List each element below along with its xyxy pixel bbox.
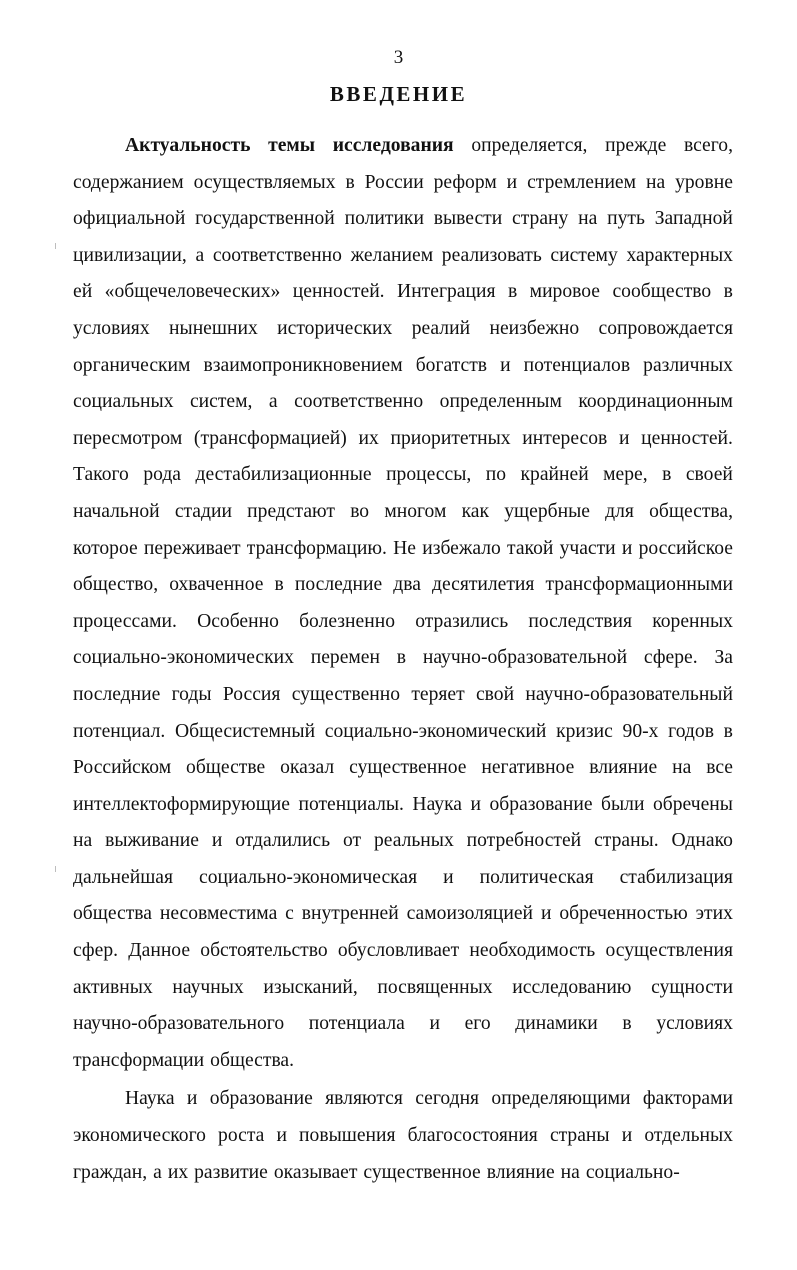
word: и [621, 1125, 633, 1147]
word: несовместима [159, 903, 278, 925]
text-line [73, 274, 733, 311]
word: влияние [486, 1161, 555, 1183]
word: от [342, 830, 362, 852]
word: обречены [652, 793, 733, 815]
word: потенциала [308, 1013, 405, 1035]
word: ущербные [504, 500, 590, 522]
word: характерных [626, 244, 733, 266]
word: посвященных [377, 976, 493, 998]
word: Общесистемный [175, 720, 316, 742]
text-line [73, 1118, 733, 1155]
word: координационным [578, 391, 733, 413]
text-line [73, 1006, 733, 1043]
word: пересмотром [73, 427, 183, 449]
word: интересов [522, 427, 608, 449]
word: их [358, 427, 379, 449]
word: политики [344, 208, 424, 230]
word: экономического [73, 1125, 206, 1147]
word: а [153, 1161, 162, 1183]
text-line [73, 348, 733, 385]
word: Такого [73, 464, 129, 486]
word: изысканий, [263, 976, 358, 998]
word: богатств [415, 354, 488, 376]
text-line [73, 384, 733, 421]
word: осуществления [605, 940, 733, 962]
word: интеллектоформирующие [73, 793, 290, 815]
word: обстоятельство [200, 940, 328, 962]
bold-word: Актуальность [125, 135, 251, 156]
word: ценностей. [641, 427, 733, 449]
word: Не [393, 537, 417, 559]
word: выживание [105, 830, 199, 852]
word: определенным [439, 391, 562, 413]
word: два [393, 574, 421, 596]
margin-tick-mark [55, 243, 56, 249]
word: начальной [73, 500, 160, 522]
word: исследованию [512, 976, 632, 998]
bold-word: темы [268, 135, 316, 156]
word: нынешних [169, 317, 258, 339]
word: условиях [656, 1013, 733, 1035]
text-line [73, 1081, 733, 1118]
body-text [73, 128, 733, 1191]
word: Данное [128, 940, 191, 962]
word: коренных [652, 610, 733, 632]
word: стабилизация [619, 866, 733, 888]
word: социальных [73, 391, 174, 413]
word: годы [171, 683, 212, 705]
word: последствия [528, 610, 633, 632]
word: сфере. [643, 647, 698, 669]
word: политическая [479, 866, 594, 888]
word: отразились [415, 610, 509, 632]
word: являются [325, 1088, 403, 1110]
word: и [470, 793, 481, 815]
word: годов [668, 720, 714, 742]
text-line [73, 750, 733, 787]
word: предстают [247, 500, 335, 522]
paragraph [73, 128, 733, 1079]
word: его [464, 1013, 491, 1035]
word: многом [384, 500, 447, 522]
word: с [285, 903, 294, 925]
word: Наука [125, 1088, 175, 1110]
word: систему [550, 244, 618, 266]
word: и [618, 427, 630, 449]
word: в [662, 464, 672, 486]
word: потенциалов [523, 354, 631, 376]
word: ценностей. [292, 281, 385, 303]
word: их [167, 1161, 189, 1183]
text-line [73, 823, 733, 860]
word: государственной [195, 208, 335, 230]
word: обреченностью [559, 903, 688, 925]
word: приоритетных [390, 427, 511, 449]
word: повышения [299, 1125, 396, 1147]
word: систем, [189, 391, 253, 413]
word: процессами. [73, 610, 177, 632]
word: участи [559, 537, 616, 559]
page-number: 3 [393, 47, 404, 68]
word: и [211, 830, 223, 852]
word: граждан, [73, 1161, 148, 1183]
word: дальнейшая [73, 866, 174, 888]
word: развитие [194, 1161, 268, 1183]
word: определяется, [471, 135, 588, 156]
word: свой [475, 683, 515, 705]
word: на [73, 830, 93, 852]
word: определяющими [491, 1088, 631, 1110]
word: факторами [642, 1088, 733, 1110]
word: крайней [520, 464, 589, 486]
text-line [73, 567, 733, 604]
margin-tick-mark [55, 866, 56, 872]
text-line [73, 531, 733, 568]
word: неизбежно [489, 317, 580, 339]
text-line [73, 714, 733, 751]
word: всего, [683, 135, 733, 156]
word: отдельных [644, 1125, 733, 1147]
word: в [507, 281, 518, 303]
word: страну [512, 208, 569, 230]
word: желанием [350, 244, 434, 266]
word: существенное [349, 757, 467, 779]
word: трансформации [73, 1049, 205, 1071]
word: российское [638, 537, 733, 559]
word: и [506, 171, 518, 193]
word: процессы, [386, 464, 472, 486]
word: ей [73, 281, 93, 303]
word: и [429, 1013, 440, 1035]
text-line [73, 128, 733, 165]
word: взаимопроникновением [203, 354, 403, 376]
word: на [645, 171, 666, 193]
word: которое [73, 537, 138, 559]
word: своей [685, 464, 733, 486]
word: (трансформацией) [193, 427, 347, 449]
word: такой [507, 537, 554, 559]
text-line [73, 640, 733, 677]
word: роста [218, 1125, 265, 1147]
word: трансформацию. [246, 537, 387, 559]
word: дестабилизационные [195, 464, 372, 486]
word: сущности [651, 976, 733, 998]
text-line [73, 1155, 733, 1192]
word: реализовать [441, 244, 542, 266]
word: образование [489, 793, 593, 815]
word: этих [695, 903, 733, 925]
word: по [485, 464, 507, 486]
word: социально-экономическая [199, 866, 418, 888]
word: избежало [422, 537, 501, 559]
word: в [396, 647, 407, 669]
word: цивилизации, [73, 244, 187, 266]
word: потенциал. [73, 720, 166, 742]
word: «общечеловеческих» [104, 281, 281, 303]
text-line [73, 787, 733, 824]
word: были [601, 793, 645, 815]
word: негативное [481, 757, 575, 779]
word: социально-экономических [73, 647, 294, 669]
word: мере, [603, 464, 648, 486]
word: и [540, 903, 552, 925]
word: и [500, 354, 511, 376]
word: страны. [594, 830, 659, 852]
word: десятилетия [431, 574, 535, 596]
word: соответственно [212, 244, 342, 266]
word: научных [172, 976, 244, 998]
word: научно-образовательный [525, 683, 733, 705]
text-line [73, 933, 733, 970]
word: и [443, 866, 454, 888]
word: прежде [605, 135, 667, 156]
text-line [73, 457, 733, 494]
word: для [605, 500, 634, 522]
word: содержанием [73, 171, 184, 193]
word: обусловливает [337, 940, 460, 962]
word: научно-образовательной [422, 647, 628, 669]
word: и [276, 1125, 287, 1147]
word: в [723, 281, 733, 303]
word: социально- [585, 1161, 680, 1183]
word: Россия [222, 683, 281, 705]
word: различных [643, 354, 733, 376]
word: реальных [373, 830, 454, 852]
word: Особенно [197, 610, 279, 632]
word: научно-образовательного [73, 1013, 285, 1035]
word: мировое [529, 281, 601, 303]
word: существенно [291, 683, 401, 705]
word: оказал [280, 757, 335, 779]
section-heading: ВВЕДЕНИЕ [329, 82, 468, 106]
word: Российском [73, 757, 172, 779]
word: внутренней [301, 903, 399, 925]
word: необходимость [469, 940, 596, 962]
text-line [73, 201, 733, 238]
word: условиях [73, 317, 150, 339]
word: на [578, 208, 598, 230]
word: обществе [186, 757, 266, 779]
text-line [73, 238, 733, 275]
text-line [73, 604, 733, 641]
word: на [672, 757, 692, 779]
word: социально-экономический [324, 720, 547, 742]
word: оказывает [273, 1161, 358, 1183]
word: в [723, 720, 733, 742]
word: официальной [73, 208, 186, 230]
word: все [706, 757, 733, 779]
text-line [73, 677, 733, 714]
word: на [560, 1161, 580, 1183]
word: осуществляемых [193, 171, 336, 193]
word: переживает [143, 537, 241, 559]
word: существенное [363, 1161, 481, 1183]
word: и [621, 537, 633, 559]
word: рода [143, 464, 182, 486]
text-line [73, 494, 733, 531]
word: сопровождается [598, 317, 733, 339]
text-line [73, 970, 733, 1007]
word: влияние [589, 757, 658, 779]
word: общества. [210, 1049, 295, 1071]
word: охваченное [169, 574, 264, 596]
word: кризис [556, 720, 613, 742]
text-line [73, 421, 733, 458]
word: а [268, 391, 278, 413]
word: За [714, 647, 733, 669]
word: уровне [675, 171, 733, 193]
word: стадии [174, 500, 232, 522]
bold-word: исследования [332, 135, 454, 156]
text-line [73, 165, 733, 202]
word: стремлением [527, 171, 637, 193]
word: общество, [73, 574, 159, 596]
paragraph [73, 1081, 733, 1191]
word: сегодня [415, 1088, 480, 1110]
word: потенциалы. [298, 793, 404, 815]
text-line [73, 896, 733, 933]
word: Западной [654, 208, 733, 230]
word: в [274, 574, 284, 596]
word: последние [294, 574, 383, 596]
word: вывести [433, 208, 503, 230]
word: органическим [73, 354, 191, 376]
word: во [350, 500, 370, 522]
word: России [364, 171, 424, 193]
word: соответственно [294, 391, 424, 413]
word: Однако [671, 830, 733, 852]
word: общества, [649, 500, 733, 522]
word: путь [607, 208, 645, 230]
word: последние [73, 683, 161, 705]
word: исторических [277, 317, 393, 339]
word: как [461, 500, 490, 522]
word: реформ [433, 171, 497, 193]
word: общества [73, 903, 152, 925]
word: активных [73, 976, 153, 998]
word: отдалились [235, 830, 331, 852]
text-line [73, 311, 733, 348]
word: образование [209, 1088, 313, 1110]
word: Наука [412, 793, 462, 815]
word: страны [549, 1125, 610, 1147]
word: потребностей [466, 830, 582, 852]
word: реалий [411, 317, 471, 339]
word: сфер. [73, 940, 119, 962]
word: благосостояния [407, 1125, 538, 1147]
word: и [186, 1088, 198, 1110]
word: 90-х [622, 720, 659, 742]
text-line [73, 860, 733, 897]
word: Интеграция [397, 281, 496, 303]
word: динамики [515, 1013, 598, 1035]
word: сообщество [612, 281, 712, 303]
text-line [73, 1043, 733, 1080]
word: теряет [411, 683, 465, 705]
word: болезненно [299, 610, 395, 632]
word: трансформационными [545, 574, 733, 596]
word: самоизоляцией [406, 903, 534, 925]
word: перемен [310, 647, 380, 669]
word: а [195, 244, 205, 266]
word: в [622, 1013, 632, 1035]
word: в [345, 171, 355, 193]
